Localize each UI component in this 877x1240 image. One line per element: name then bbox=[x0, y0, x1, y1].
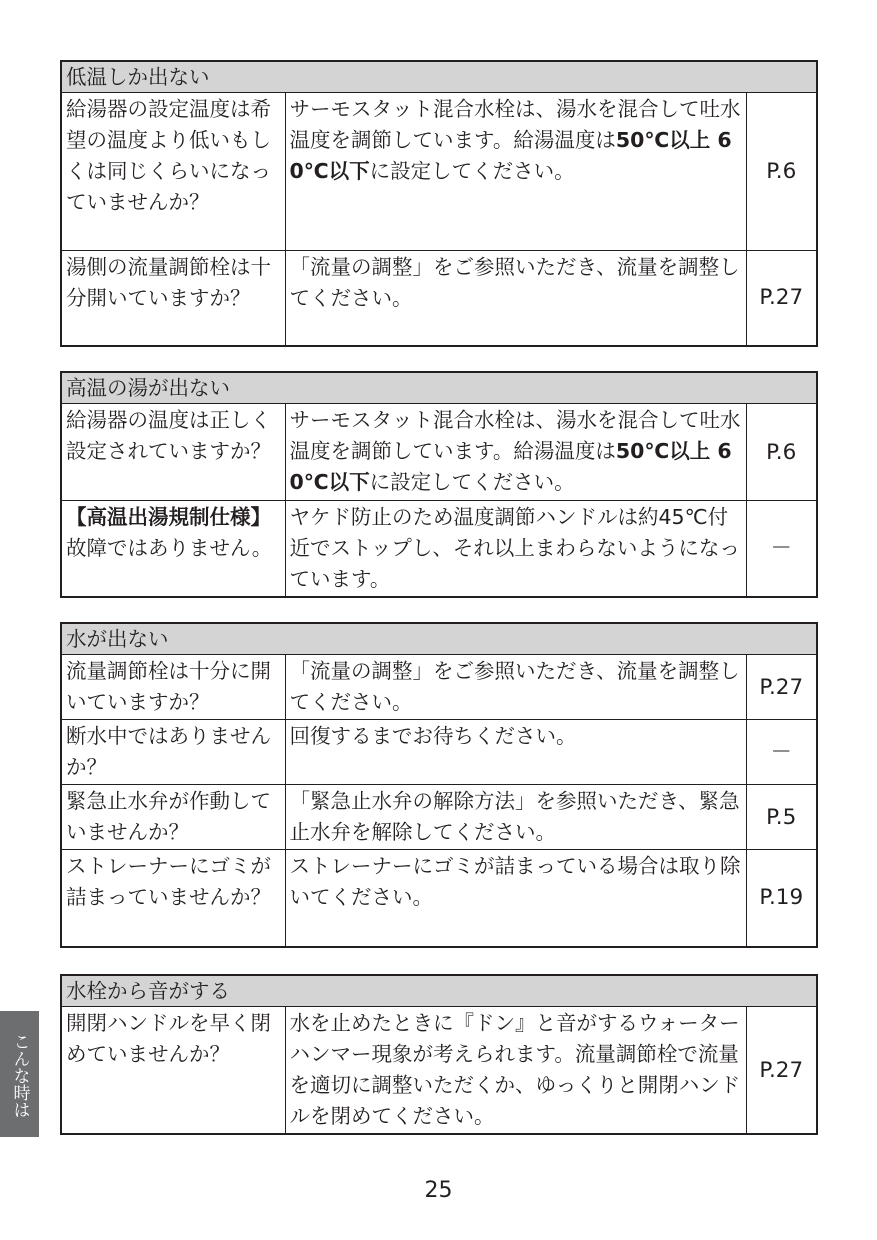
check-cell: 緊急止水弁が作動していませんか？ bbox=[61, 785, 285, 850]
section-title: 低温しか出ない bbox=[61, 61, 817, 93]
check-cell: ストレーナーにゴミが詰まっていませんか？ bbox=[61, 850, 285, 947]
table-row bbox=[61, 93, 817, 251]
remedy-cell: ストレーナーにゴミが詰まっている場合は取り除いてください。 bbox=[285, 850, 746, 947]
table-row bbox=[61, 850, 817, 947]
table-row bbox=[61, 1007, 817, 1135]
page-reference: P.27 bbox=[746, 1007, 817, 1135]
troubleshoot-table-low-temp bbox=[60, 60, 818, 347]
remedy-cell: サーモスタット混合水栓は、湯水を混合して吐水温度を調節しています。給湯温度は50℃以上 60℃以下に設定してください。 bbox=[285, 404, 746, 501]
check-cell: 【高温出湯規制仕様】故障ではありません。 bbox=[61, 501, 285, 598]
page-reference: P.27 bbox=[746, 655, 817, 720]
page-reference: P.5 bbox=[746, 785, 817, 850]
remedy-cell: ヤケド防止のため温度調節ハンドルは約45℃付近でストップし、それ以上まわらないようになっています。 bbox=[285, 501, 746, 598]
table-row bbox=[61, 785, 817, 850]
chapter-tab: こんな時は bbox=[0, 1011, 39, 1137]
table-row bbox=[61, 655, 817, 720]
temperature-range: 50℃以上 60℃以下 bbox=[289, 128, 732, 183]
page-reference: － bbox=[746, 720, 817, 785]
troubleshoot-table-no-water bbox=[60, 622, 818, 948]
check-cell: 給湯器の温度は正しく設定されていますか？ bbox=[61, 404, 285, 501]
page-number: 25 bbox=[424, 1178, 453, 1203]
troubleshoot-table-high-temp bbox=[60, 371, 818, 598]
table-row bbox=[61, 404, 817, 501]
check-cell: 開閉ハンドルを早く閉めていませんか？ bbox=[61, 1007, 285, 1135]
remedy-cell: 「流量の調整」をご参照いただき、流量を調整してください。 bbox=[285, 251, 746, 346]
check-cell: 給湯器の設定温度は希望の温度より低いもしくは同じくらいになっていませんか？ bbox=[61, 93, 285, 251]
remedy-cell: 「流量の調整」をご参照いただき、流量を調整してください。 bbox=[285, 655, 746, 720]
page-reference: P.19 bbox=[746, 850, 817, 947]
page-reference: P.27 bbox=[746, 251, 817, 346]
temperature-range: 50℃以上 60℃以下 bbox=[289, 439, 732, 494]
check-cell: 湯側の流量調節栓は十分開いていますか？ bbox=[61, 251, 285, 346]
remedy-cell: サーモスタット混合水栓は、湯水を混合して吐水温度を調節しています。給湯温度は50℃以上 60℃以下に設定してください。 bbox=[285, 93, 746, 251]
page-reference: P.6 bbox=[746, 404, 817, 501]
remedy-cell: 回復するまでお待ちください。 bbox=[285, 720, 746, 785]
remedy-cell: 「緊急止水弁の解除方法」を参照いただき、緊急止水弁を解除してください。 bbox=[285, 785, 746, 850]
section-title: 高温の湯が出ない bbox=[61, 372, 817, 404]
page-reference: P.6 bbox=[746, 93, 817, 251]
page-reference: － bbox=[746, 501, 817, 598]
table-row bbox=[61, 501, 817, 598]
section-title: 水が出ない bbox=[61, 623, 817, 655]
check-cell: 断水中ではありませんか？ bbox=[61, 720, 285, 785]
section-title: 水栓から音がする bbox=[61, 975, 817, 1007]
remedy-cell: 水を止めたときに『ドン』と音がするウォーターハンマー現象が考えられます。流量調節栓で流量を適切に調整いただくか、ゆっくりと開閉ハンドルを閉めてください。 bbox=[285, 1007, 746, 1135]
spec-label: 【高温出湯規制仕様】 bbox=[66, 505, 271, 529]
table-row bbox=[61, 720, 817, 785]
troubleshoot-table-noise bbox=[60, 974, 818, 1135]
check-cell: 流量調節栓は十分に開いていますか？ bbox=[61, 655, 285, 720]
table-row bbox=[61, 251, 817, 346]
